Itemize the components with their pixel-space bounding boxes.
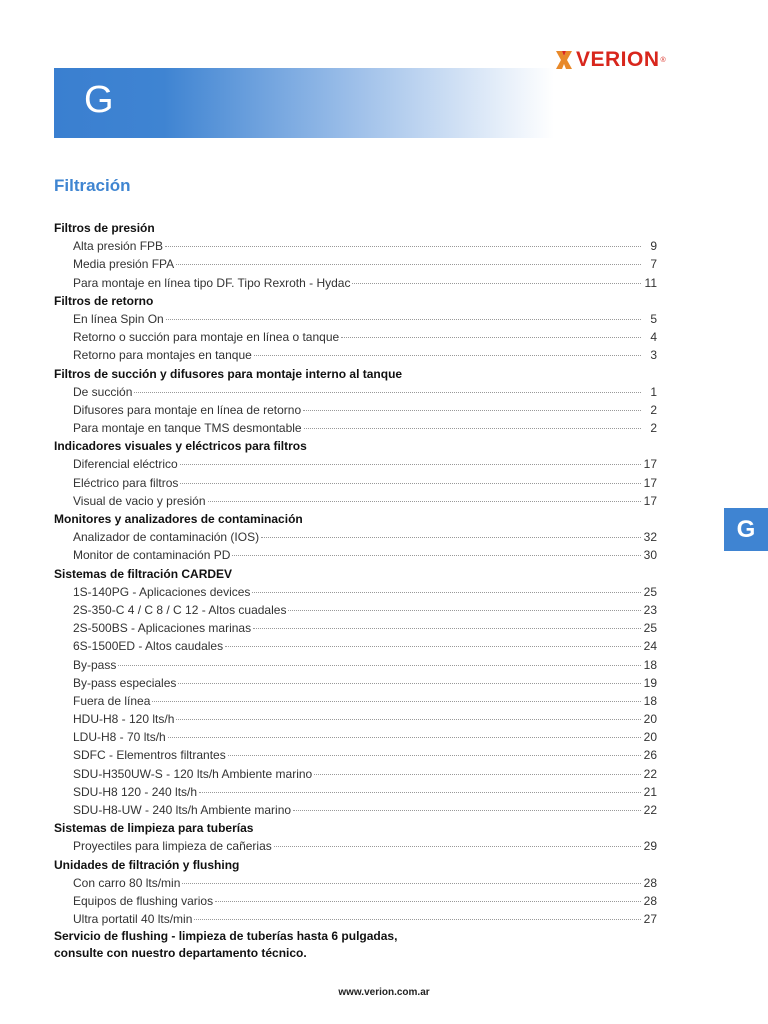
table-of-contents — [54, 219, 657, 962]
toc-entry-page: 29 — [643, 839, 657, 854]
toc-entry[interactable] — [54, 765, 657, 783]
toc-entry-page: 23 — [643, 602, 657, 617]
toc-entry-page: 7 — [650, 257, 657, 272]
toc-heading: Filtros de presión — [54, 221, 155, 235]
toc-entry-page: 19 — [643, 675, 657, 690]
toc-entry-page: 11 — [644, 275, 657, 290]
toc-entry[interactable] — [54, 546, 657, 564]
toc-entry-label: En línea Spin On — [73, 311, 164, 326]
dot-leader — [253, 619, 641, 629]
dot-leader — [166, 310, 641, 320]
toc-entry-label: Equipos de flushing varios — [73, 893, 214, 908]
dot-leader — [303, 401, 641, 411]
chapter-side-tab: G — [724, 508, 768, 551]
footer-url[interactable]: www.verion.com.ar — [338, 987, 430, 998]
dot-leader — [199, 783, 641, 793]
toc-entry[interactable] — [54, 601, 657, 619]
toc-entry-label: SDU-H350UW-S - 120 lts/h Ambiente marino — [73, 766, 313, 781]
toc-entry-page: 27 — [643, 912, 657, 927]
toc-entry-label: Alta presión FPB — [73, 239, 164, 254]
toc-entry-label: Fuera de línea — [73, 693, 151, 708]
dot-leader — [182, 874, 641, 884]
toc-heading: Monitores y analizadores de contaminación — [54, 512, 303, 526]
toc-entry-label: SDU-H8 120 - 240 lts/h — [73, 784, 198, 799]
toc-entry[interactable] — [54, 746, 657, 764]
toc-entry-label: Proyectiles para limpieza de cañerias — [73, 839, 272, 854]
toc-entry[interactable] — [54, 583, 657, 601]
toc-entry-label: Eléctrico para filtros — [73, 475, 179, 490]
toc-entry[interactable] — [54, 674, 657, 692]
toc-entry[interactable] — [54, 656, 657, 674]
dot-leader — [165, 237, 641, 247]
toc-entry[interactable] — [54, 492, 657, 510]
toc-entry[interactable] — [54, 692, 657, 710]
toc-entry-label: By-pass especiales — [73, 675, 177, 690]
dot-leader — [274, 837, 641, 847]
dot-leader — [180, 455, 641, 465]
toc-entry-page: 20 — [643, 712, 657, 727]
toc-entry[interactable] — [54, 837, 657, 855]
toc-entry-label: Diferencial eléctrico — [73, 457, 178, 472]
toc-entry-label: Media presión FPA — [73, 257, 175, 272]
toc-entry-label: Retorno para montajes en tanque — [73, 348, 252, 363]
toc-entry-label: 2S-500BS - Aplicaciones marinas — [73, 621, 252, 636]
toc-entry[interactable] — [54, 637, 657, 655]
dot-leader — [208, 492, 641, 502]
toc-entry-page: 28 — [643, 875, 657, 890]
chapter-banner — [54, 68, 554, 138]
registered-mark: ® — [660, 56, 666, 64]
toc-entry[interactable] — [54, 710, 657, 728]
toc-heading: Unidades de filtración y flushing — [54, 857, 240, 872]
toc-entry-page: 17 — [643, 493, 657, 508]
toc-entry-page: 25 — [643, 621, 657, 636]
toc-entry-label: Ultra portatil 40 lts/min — [73, 912, 193, 927]
dot-leader — [215, 892, 641, 902]
toc-entry-label: By-pass — [73, 657, 117, 672]
toc-entry-page: 2 — [650, 402, 657, 417]
flushing-service-note — [54, 928, 657, 962]
toc-entry[interactable] — [54, 383, 657, 401]
toc-entry[interactable] — [54, 528, 657, 546]
toc-entry[interactable] — [54, 237, 657, 255]
toc-entry-page: 2 — [650, 421, 657, 436]
toc-entry-page: 3 — [650, 348, 657, 363]
toc-entry-label: Para montaje en tanque TMS desmontable — [73, 421, 302, 436]
dot-leader — [314, 765, 641, 775]
toc-entry-page: 22 — [643, 803, 657, 817]
toc-entry-label: De succión — [73, 384, 133, 399]
dot-leader — [176, 255, 641, 265]
toc-entry[interactable] — [54, 910, 657, 928]
toc-entry-page: 1 — [650, 384, 657, 399]
toc-entry[interactable] — [54, 801, 657, 819]
toc-entry-page: 22 — [643, 766, 657, 781]
toc-entry[interactable] — [54, 346, 657, 364]
dot-leader — [261, 528, 641, 538]
toc-heading: Filtros de succión y difusores para montaje interno al tanque — [54, 366, 403, 381]
toc-entry-label: 1S-140PG - Aplicaciones devices — [73, 584, 251, 599]
toc-entry[interactable] — [54, 728, 657, 746]
chapter-letter: G — [84, 79, 114, 121]
toc-entry-label: Difusores para montaje en línea de retorno — [73, 402, 302, 417]
dot-leader — [168, 728, 641, 738]
toc-entry-page: 25 — [643, 584, 657, 599]
dot-leader — [228, 746, 641, 756]
dot-leader — [293, 801, 641, 811]
dot-leader — [288, 601, 641, 611]
toc-heading: Filtros de retorno — [54, 293, 154, 308]
toc-entry-page: 24 — [643, 639, 657, 654]
dot-leader — [232, 546, 641, 556]
toc-entry-page: 9 — [650, 239, 657, 254]
toc-entry-label: LDU-H8 - 70 lts/h — [73, 730, 166, 745]
toc-entry[interactable] — [54, 274, 657, 292]
toc-entry[interactable] — [54, 874, 657, 892]
section-title: Filtración — [54, 176, 131, 195]
toc-entry-page: 26 — [643, 748, 657, 763]
toc-entry-page: 28 — [643, 893, 657, 908]
toc-entry[interactable] — [54, 619, 657, 637]
brand-name: VERION — [576, 48, 660, 71]
dot-leader — [254, 346, 641, 356]
toc-entry[interactable] — [54, 401, 657, 419]
toc-entry-label: Con carro 80 lts/min — [73, 875, 181, 890]
dot-leader — [341, 328, 641, 338]
toc-heading: Indicadores visuales y eléctricos para filtros — [54, 439, 307, 454]
toc-entry-page: 5 — [650, 311, 657, 326]
toc-entry-page: 30 — [643, 548, 657, 563]
toc-entry[interactable] — [54, 783, 657, 801]
dot-leader — [180, 474, 641, 484]
toc-entry[interactable] — [54, 328, 657, 346]
toc-entry-page: 20 — [643, 730, 657, 745]
dot-leader — [225, 637, 641, 647]
dot-leader — [152, 692, 641, 702]
toc-entry[interactable] — [54, 892, 657, 910]
dot-leader — [194, 910, 641, 920]
toc-entry-label: Para montaje en línea tipo DF. Tipo Rexroth - Hydac — [73, 275, 351, 290]
verion-logo — [556, 48, 666, 72]
toc-entry-page: 18 — [643, 657, 657, 672]
toc-entry-page: 21 — [643, 784, 657, 799]
dot-leader — [134, 383, 641, 393]
toc-heading: Sistemas de filtración CARDEV — [54, 566, 233, 581]
toc-entry-label: Analizador de contaminación (IOS) — [73, 530, 260, 545]
dot-leader — [252, 583, 641, 593]
toc-entry-page: 17 — [643, 475, 657, 490]
toc-entry[interactable] — [54, 310, 657, 328]
toc-entry[interactable] — [54, 255, 657, 273]
toc-entry-page: 18 — [643, 693, 657, 708]
toc-entry-label: 6S-1500ED - Altos caudales — [73, 639, 224, 654]
toc-entry-label: 2S-350-C 4 / C 8 / C 12 - Altos cuadales — [73, 602, 287, 617]
dot-leader — [118, 656, 641, 666]
dot-leader — [176, 710, 641, 720]
dot-leader — [352, 274, 641, 284]
toc-entry-page: 4 — [650, 330, 657, 345]
toc-entry[interactable] — [54, 455, 657, 473]
toc-entry-label: Retorno o succión para montaje en línea o tanque — [73, 330, 340, 345]
verion-logo-icon — [556, 51, 572, 69]
note-line-1: Servicio de flushing - limpieza de tuberías hasta 6 pulgadas, — [54, 929, 398, 944]
toc-entry-label: SDFC - Elementros filtrantes — [73, 748, 226, 763]
toc-entry-page: 32 — [643, 530, 657, 545]
toc-entry[interactable] — [54, 419, 657, 437]
dot-leader — [178, 674, 641, 684]
toc-entry[interactable] — [54, 474, 657, 492]
toc-entry-label: HDU-H8 - 120 lts/h — [73, 712, 175, 727]
toc-entry-label: Visual de vacio y presión — [73, 493, 206, 508]
toc-heading: Sistemas de limpieza para tuberías — [54, 821, 254, 836]
dot-leader — [304, 419, 641, 429]
toc-entry-label: Monitor de contaminación PD — [73, 548, 231, 563]
note-line-2: consulte con nuestro departamento técnico. — [54, 946, 307, 961]
toc-entry-page: 17 — [643, 457, 657, 472]
toc-entry-label: SDU-H8-UW - 240 lts/h Ambiente marino — [73, 803, 292, 817]
